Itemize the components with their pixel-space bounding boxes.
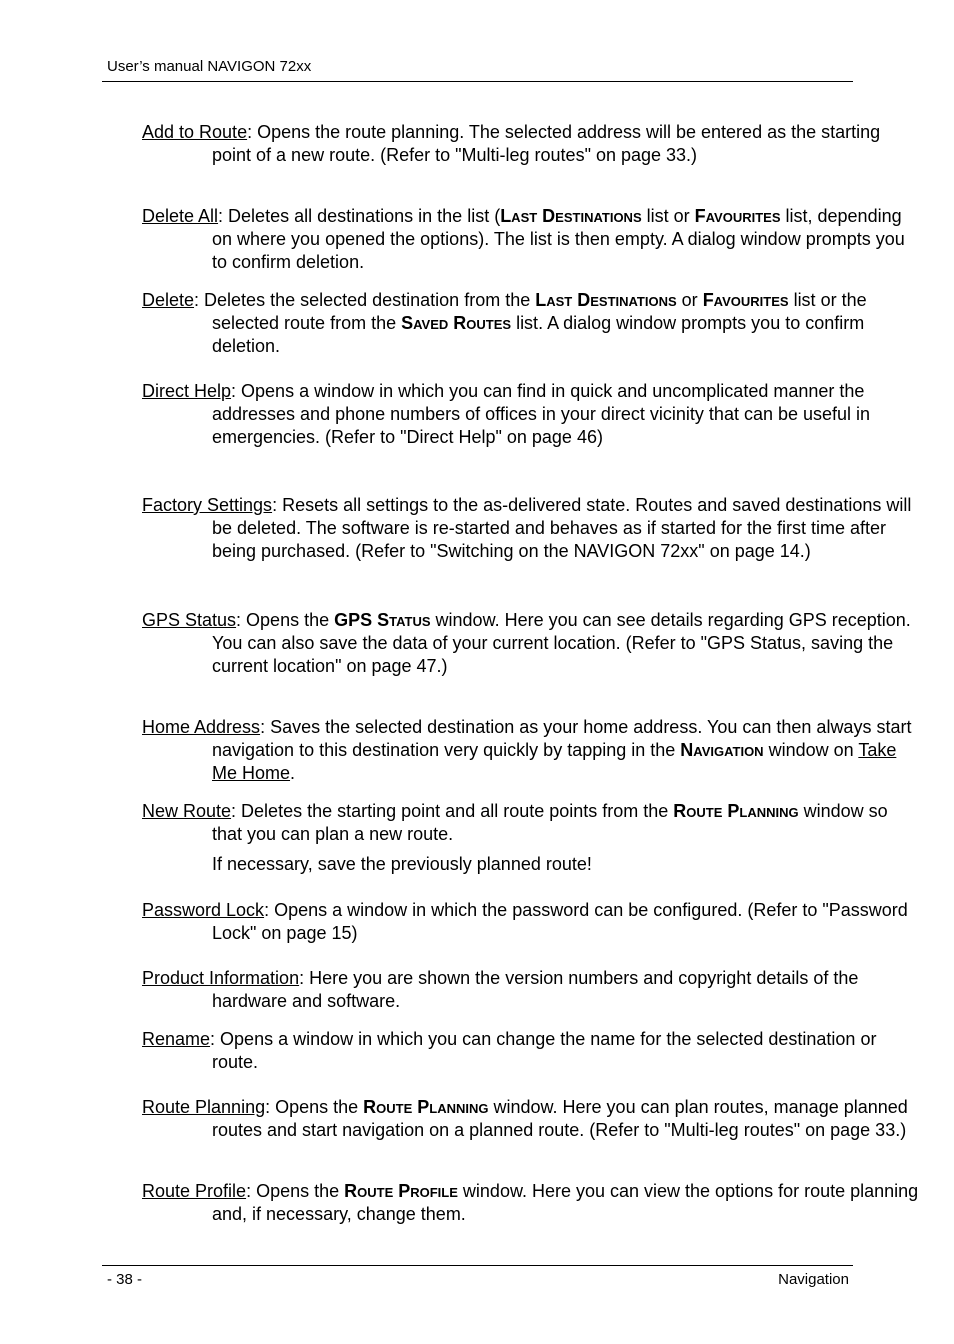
entry-direct-help xyxy=(142,380,922,449)
entry-product-information xyxy=(142,967,922,1013)
window-name: Favourites xyxy=(702,290,789,310)
entry-text: : Opens the xyxy=(265,1097,364,1117)
page-number: - 38 - xyxy=(107,1271,143,1288)
page-footer xyxy=(102,1265,853,1288)
term-delete: Delete xyxy=(142,290,195,310)
term-rename: Rename xyxy=(142,1029,211,1049)
window-name: Route Profile xyxy=(344,1181,458,1201)
entry-text: . xyxy=(290,763,296,783)
term-password-lock: Password Lock xyxy=(142,900,265,920)
term-product-information: Product Information xyxy=(142,968,300,988)
page-header xyxy=(102,58,853,82)
window-name: Route Planning xyxy=(673,801,799,821)
entry-text: : Opens a window in which you can change the name for the selected destination or route. xyxy=(210,1029,877,1072)
note-save-route: If necessary, save the previously planned route! xyxy=(212,854,592,874)
entry-text: window. Here you can view the options for route planning and, if necessary, change them. xyxy=(212,1181,919,1224)
entry-rename xyxy=(142,1028,922,1074)
window-name: Last Destinations xyxy=(535,290,677,310)
entry-text: : Here you are shown the version numbers and copyright details of the hardware and software. xyxy=(212,968,859,1011)
window-name: Navigation xyxy=(680,740,764,760)
term-gps-status: GPS Status xyxy=(142,610,237,630)
entry-factory-settings xyxy=(142,494,922,563)
entry-text: : Opens the xyxy=(236,610,335,630)
window-name: Favourites xyxy=(694,206,781,226)
section-name: Navigation xyxy=(778,1271,849,1288)
entry-text: : Opens the xyxy=(246,1181,345,1201)
term-route-planning: Route Planning xyxy=(142,1097,266,1117)
entry-text: : Saves the selected destination as your home address. You can then always start navigation to this destination very quickly by tapping in the xyxy=(212,717,912,760)
term-new-route: New Route xyxy=(142,801,232,821)
term-factory-settings: Factory Settings xyxy=(142,495,273,515)
entry-text: window. Here you can see details regarding GPS reception. You can also save the data of your current location. (Refer to "GPS Status, saving the current location" on page 47.) xyxy=(212,610,911,676)
entry-text: : Deletes all destinations in the list ( xyxy=(218,206,501,226)
entry-home-address xyxy=(142,716,922,785)
window-name: Last Destinations xyxy=(500,206,642,226)
entry-text: : Opens the route planning. The selected address will be entered as the starting point of a new route. (Refer to "Multi-leg routes" on page 33.) xyxy=(212,122,881,165)
entry-text: list or xyxy=(641,206,695,226)
entry-gps-status xyxy=(142,609,922,678)
term-home-address: Home Address xyxy=(142,717,261,737)
entry-text: list or the selected route from the xyxy=(212,290,867,333)
window-name: GPS Status xyxy=(334,610,431,630)
entry-route-planning xyxy=(142,1096,922,1142)
entry-text: : Opens a window in which you can find in quick and uncomplicated manner the addresses and phone numbers of offices in your direct vicinity that can be useful in emergencies. (Refer to "Direct Help" on page 46) xyxy=(212,381,871,447)
entry-text: list. A dialog window prompts you to confirm deletion. xyxy=(212,313,865,356)
entry-route-profile xyxy=(142,1180,922,1226)
entry-text: window. Here you can plan routes, manage planned routes and start navigation on a planned route. (Refer to "Multi-leg routes" on page 33.) xyxy=(212,1097,908,1140)
entry-text: : Deletes the starting point and all route points from the xyxy=(231,801,674,821)
entry-text: window so that you can plan a new route. xyxy=(212,801,888,844)
window-name: Route Planning xyxy=(363,1097,489,1117)
term-route-profile: Route Profile xyxy=(142,1181,247,1201)
term-add-to-route: Add to Route xyxy=(142,122,248,142)
entry-text: : Opens a window in which the password can be configured. (Refer to "Password Lock" on page 15) xyxy=(212,900,908,943)
take-me-home-reference: Take Me Home xyxy=(212,740,897,783)
header-title: User’s manual NAVIGON 72xx xyxy=(107,58,312,75)
term-delete-all: Delete All xyxy=(142,206,219,226)
window-name: Saved Routes xyxy=(401,313,512,333)
entry-new-route xyxy=(142,800,922,876)
entry-text: : Resets all settings to the as-delivered state. Routes and saved destinations will be deleted. The software is re-started and behaves as if started for the first time after being purchased. (Refer to "Switching on the NAVIGON 72xx" on page 14.) xyxy=(212,495,912,561)
entry-add-to-route xyxy=(142,121,922,167)
entry-text: window on xyxy=(763,740,859,760)
entry-password-lock xyxy=(142,899,922,945)
entry-text: list, depending on where you opened the options). The list is then empty. A dialog window prompts you to confirm deletion. xyxy=(212,206,905,272)
entry-text: or xyxy=(676,290,703,310)
entry-delete xyxy=(142,289,922,358)
entry-text: : Deletes the selected destination from the xyxy=(194,290,536,310)
term-direct-help: Direct Help xyxy=(142,381,232,401)
entry-delete-all xyxy=(142,205,922,274)
